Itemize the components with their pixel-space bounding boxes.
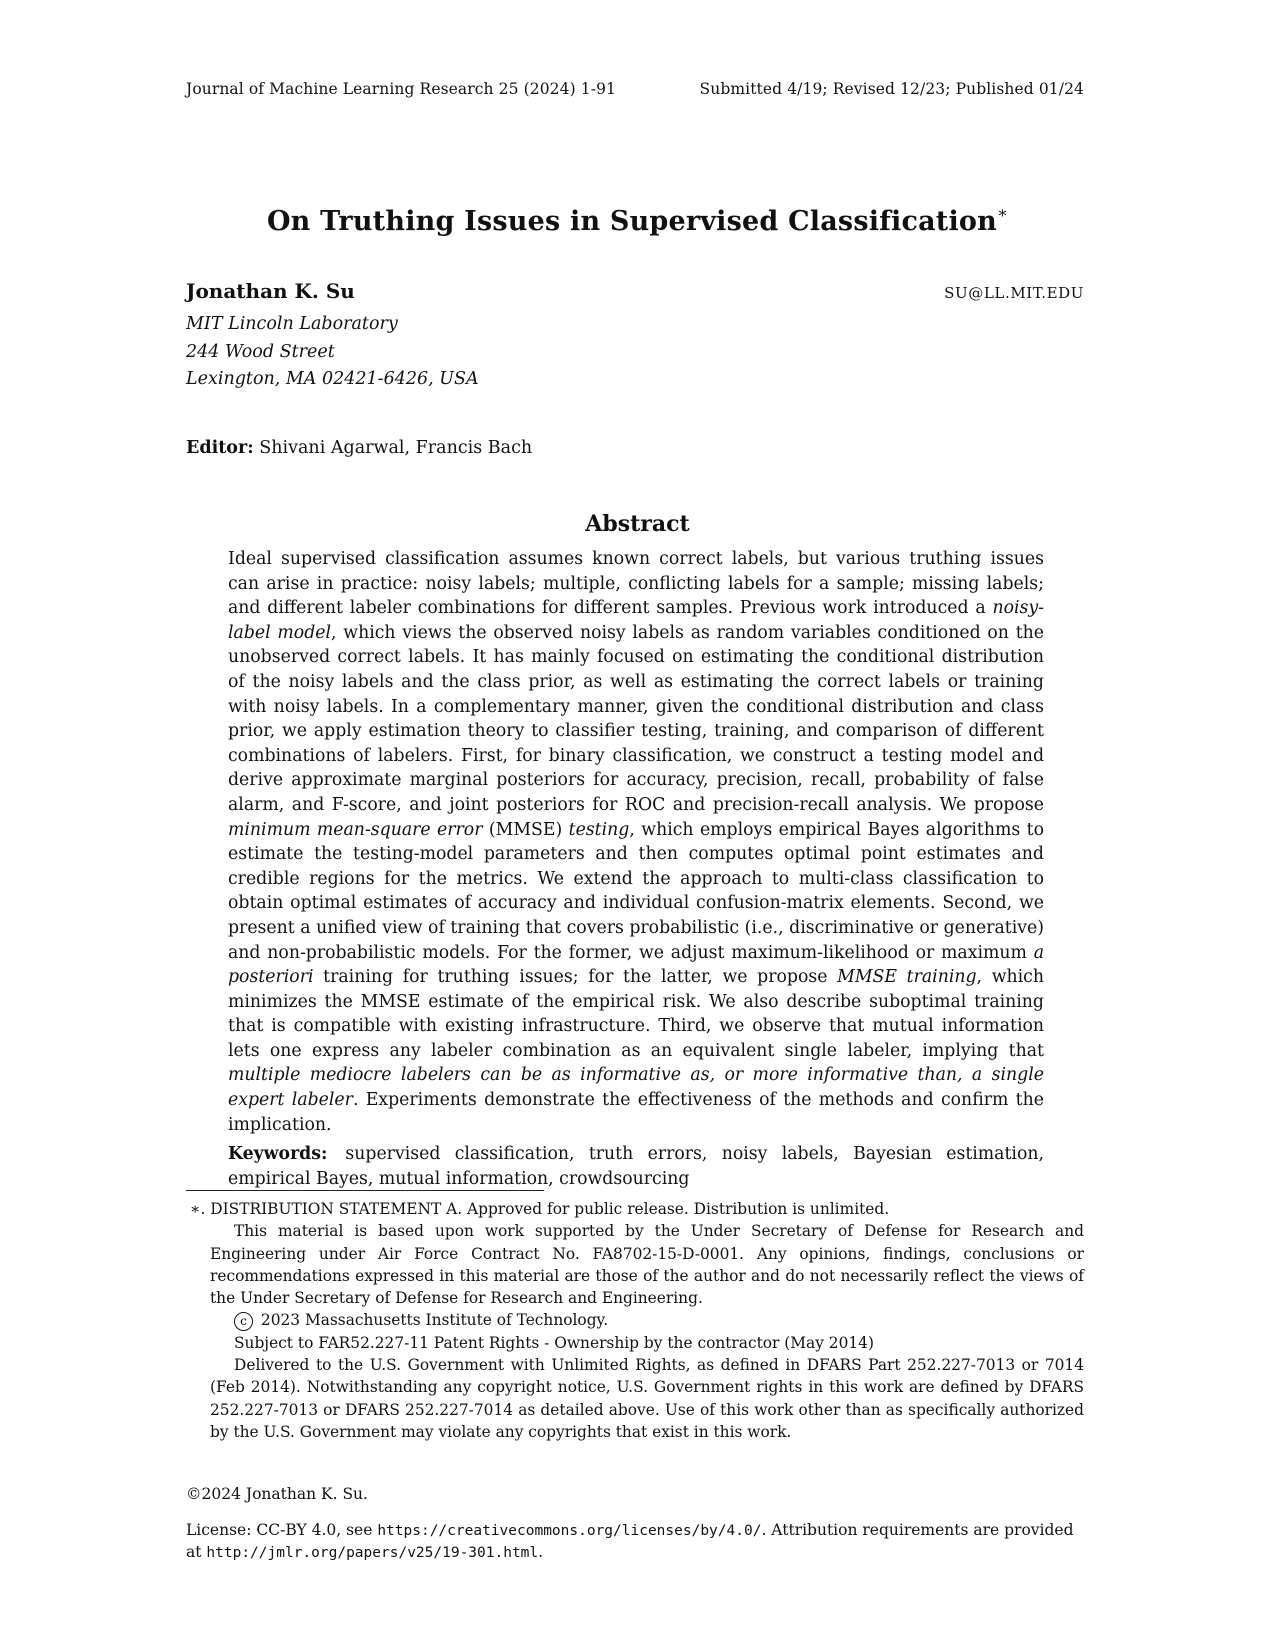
abstract-emphasis: testing bbox=[568, 819, 630, 840]
editor-names: Shivani Agarwal, Francis Bach bbox=[259, 438, 533, 458]
abstract-text-run: . Experiments demonstrate the effectiveness of the methods and confirm the implication. bbox=[228, 1090, 1044, 1135]
article-copyright: ©2024 Jonathan K. Su. bbox=[186, 1485, 368, 1503]
copyright-icon: c bbox=[234, 1312, 253, 1331]
title-text: On Truthing Issues in Supervised Classification bbox=[266, 206, 997, 237]
affiliation-line: MIT Lincoln Laboratory bbox=[186, 314, 398, 334]
footnote-rule bbox=[186, 1190, 544, 1191]
keywords-label: Keywords: bbox=[228, 1144, 328, 1164]
distribution-statement: DISTRIBUTION STATEMENT A. Approved for public release. Distribution is unlimited. bbox=[210, 1200, 890, 1218]
abstract-emphasis: a posteriori bbox=[228, 942, 1044, 988]
paper-title bbox=[0, 203, 1275, 237]
abstract-text-run: training for truthing issues; for the latter, we propose bbox=[313, 967, 838, 988]
abstract-text-run: Ideal supervised classification assumes known correct labels, but various truthing issues can arise in practice: noisy labels; multiple, conflicting labels for a sample; missing labels; and different labeler combinations for different samples. Previous work introduced a bbox=[228, 549, 1044, 619]
keywords-list: supervised classification, truth errors, noisy labels, Bayesian estimation, empirical Bayes, mutual information, crowdsourcing bbox=[228, 1144, 1044, 1189]
footnote-statement bbox=[190, 1198, 1084, 1220]
title-footnote-mark: ∗ bbox=[996, 203, 1009, 222]
journal-citation: Journal of Machine Learning Research 25 (2024) 1-91 bbox=[186, 80, 616, 98]
affiliation-line: Lexington, MA 02421-6426, USA bbox=[186, 369, 479, 389]
abstract-emphasis: noisy-label model bbox=[228, 598, 1044, 643]
footnote-copyright-text: 2023 Massachusetts Institute of Technology. bbox=[260, 1311, 609, 1330]
footnote-rights: Delivered to the U.S. Government with Unlimited Rights, as defined in DFARS Part 252.227-7013 or 7014 (Feb 2014). Notwithstanding any copyright notice, U.S. Government rights in this work are defined by DFARS 252.227-7013 or DFARS 252.227-7014 as detailed above. Use of this work other than as specifically authorized by the U.S. Government may violate any copyrights that exist in this work. bbox=[210, 1356, 1084, 1441]
abstract-text-run: (MMSE) bbox=[482, 819, 569, 840]
publication-dates: Submitted 4/19; Revised 12/23; Published 01/24 bbox=[699, 80, 1084, 98]
author-email[interactable]: SU@LL.MIT.EDU bbox=[944, 284, 1084, 302]
abstract-heading: Abstract bbox=[585, 511, 690, 537]
abstract-text-run: , which minimizes the MMSE estimate of the empirical risk. We also describe suboptimal training that is compatible with existing infrastructure. Third, we observe that mutual information lets one express any labeler combination as an equivalent single labeler, implying that bbox=[228, 967, 1044, 1061]
footnote-mark: ∗. bbox=[190, 1200, 206, 1218]
keywords-line bbox=[228, 1142, 1044, 1191]
author-row bbox=[186, 279, 1084, 303]
abstract-body bbox=[228, 547, 1044, 1137]
abstract-text-run: , which employs empirical Bayes algorithms to estimate the testing-model parameters and then computes optimal point estimates and credible regions for the metrics. We extend the approach to multi-class classification to obtain optimal estimates of accuracy and individual confusion-matrix elements. Second, we present a unified view of training that covers probabilistic (i.e., discriminative or generative) and non-probabilistic models. For the former, we adjust maximum-likelihood or maximum bbox=[228, 819, 1044, 963]
author-name: Jonathan K. Su bbox=[186, 279, 355, 303]
footnote-copyright bbox=[234, 1309, 1084, 1331]
footnote-far: Subject to FAR52.227-11 Patent Rights - Ownership by the contractor (May 2014) bbox=[234, 1333, 874, 1352]
editor-line bbox=[186, 438, 532, 458]
abstract-emphasis: multiple mediocre labelers can be as informative as, or more informative than, a single expert labeler bbox=[228, 1065, 1044, 1111]
abstract-emphasis: minimum mean-square error bbox=[228, 819, 483, 840]
license-line bbox=[186, 1520, 1084, 1564]
affiliation-line: 244 Wood Street bbox=[186, 341, 335, 362]
running-header bbox=[186, 80, 1084, 98]
editor-label: Editor: bbox=[186, 438, 254, 458]
abstract-paragraph bbox=[228, 547, 1044, 1137]
license-suffix: . bbox=[538, 1543, 544, 1561]
footnote bbox=[190, 1198, 1084, 1443]
license-prefix: License: CC-BY 4.0, see bbox=[186, 1521, 378, 1539]
abstract-emphasis: MMSE training bbox=[837, 967, 977, 988]
footnote-support: This material is based upon work supported by the Under Secretary of Defense for Research and Engineering under Air Force Contract No. FA8702-15-D-0001. Any opinions, findings, conclusions or recommendations expressed in this material are those of the author and do not necessarily reflect the views of the Under Secretary of Defense for Research and Engineering. bbox=[210, 1222, 1084, 1308]
author-affiliation bbox=[186, 311, 479, 394]
license-mid: . Attribution requirements are provided at bbox=[186, 1521, 1074, 1561]
license-link[interactable]: https://creativecommons.org/licenses/by/4.0/ bbox=[377, 1523, 762, 1539]
paper-link[interactable]: http://jmlr.org/papers/v25/19-301.html bbox=[206, 1545, 539, 1561]
abstract-text-run: , which views the observed noisy labels as random variables conditioned on the unobserved correct labels. It has mainly focused on estimating the conditional distribution of the noisy labels and the class prior, as well as estimating the correct labels or training with noisy labels. In a complementary manner, given the conditional distribution and class prior, we apply estimation theory to classifier testing, training, and comparison of different combinations of labelers. First, for binary classification, we construct a testing model and derive approximate marginal posteriors for accuracy, precision, recall, probability of false alarm, and F-score, and joint posteriors for ROC and precision-recall analysis. We propose bbox=[228, 622, 1044, 815]
